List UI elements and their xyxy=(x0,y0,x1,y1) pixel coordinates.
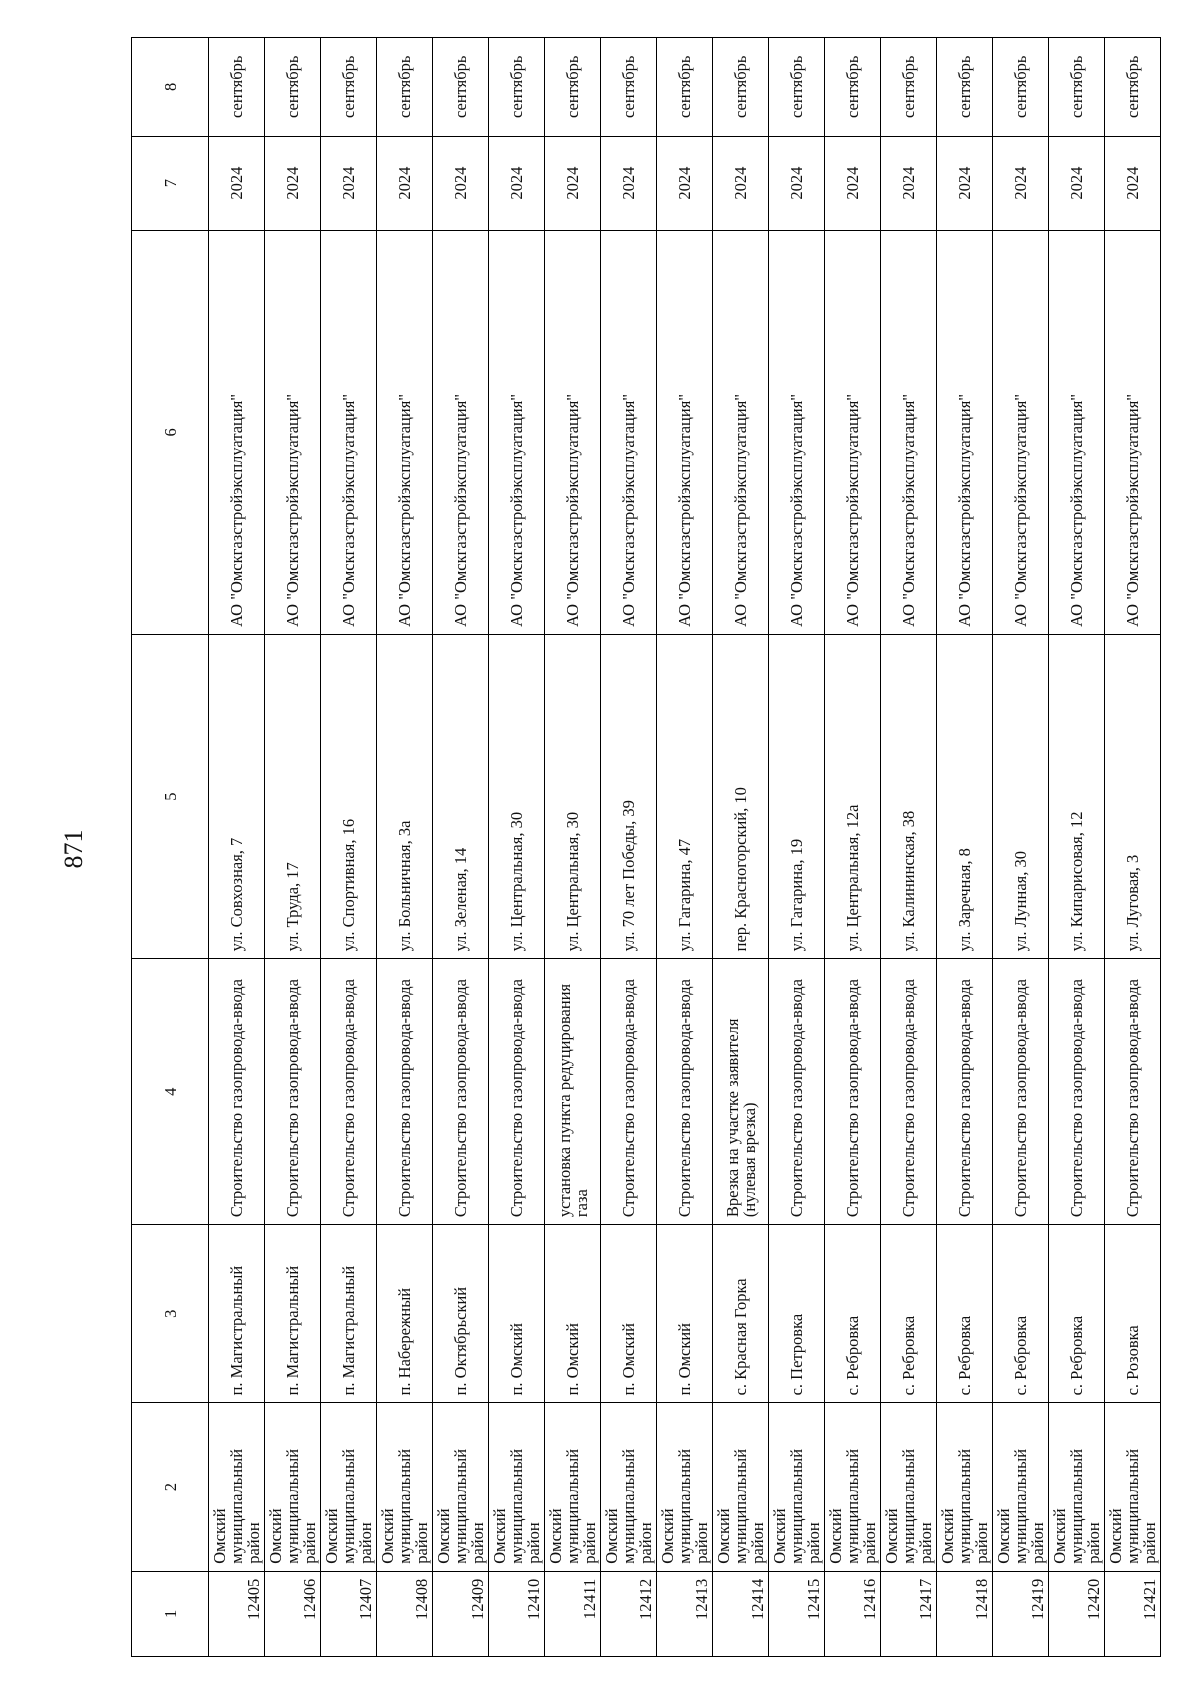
organization-cell: АО "Омскгазстройэксплуатация" xyxy=(1049,230,1105,634)
work-type-cell: Строительство газопровода-ввода xyxy=(433,959,489,1225)
table-row xyxy=(433,38,489,1657)
table-row xyxy=(377,38,433,1657)
address-cell: ул. Лунная, 30 xyxy=(993,634,1049,958)
work-type-cell: Строительство газопровода-ввода xyxy=(265,959,321,1225)
organization-cell: АО "Омскгазстройэксплуатация" xyxy=(881,230,937,634)
month-cell: сентябрь xyxy=(881,38,937,137)
settlement-cell: п. Магистральный xyxy=(265,1225,321,1403)
settlement-cell: с. Петровка xyxy=(769,1225,825,1403)
column-header-4: 4 xyxy=(132,959,209,1225)
column-header-5: 5 xyxy=(132,634,209,958)
district-cell: Омский муниципальный район xyxy=(881,1403,937,1571)
year-cell: 2024 xyxy=(1105,136,1161,230)
work-type-cell: Строительство газопровода-ввода xyxy=(1105,959,1161,1225)
row-number: 12405 xyxy=(209,1571,265,1656)
month-cell: сентябрь xyxy=(769,38,825,137)
address-cell: ул. Центральная, 30 xyxy=(545,634,601,958)
month-cell: сентябрь xyxy=(433,38,489,137)
table-row xyxy=(1105,38,1161,1657)
year-cell: 2024 xyxy=(881,136,937,230)
address-cell: ул. Гагарина, 19 xyxy=(769,634,825,958)
year-cell: 2024 xyxy=(377,136,433,230)
organization-cell: АО "Омскгазстройэксплуатация" xyxy=(657,230,713,634)
table-row xyxy=(1049,38,1105,1657)
year-cell: 2024 xyxy=(657,136,713,230)
table-row xyxy=(265,38,321,1657)
address-cell: ул. Совхозная, 7 xyxy=(209,634,265,958)
gas-connection-table xyxy=(131,37,1161,1657)
settlement-cell: п. Омский xyxy=(489,1225,545,1403)
column-header-8: 8 xyxy=(132,38,209,137)
row-number: 12420 xyxy=(1049,1571,1105,1656)
work-type-cell: Строительство газопровода-ввода xyxy=(937,959,993,1225)
month-cell: сентябрь xyxy=(1049,38,1105,137)
work-type-cell: Строительство газопровода-ввода xyxy=(825,959,881,1225)
organization-cell: АО "Омскгазстройэксплуатация" xyxy=(209,230,265,634)
address-cell: ул. Центральная, 12а xyxy=(825,634,881,958)
work-type-cell: Строительство газопровода-ввода xyxy=(601,959,657,1225)
address-cell: ул. 70 лет Победы, 39 xyxy=(601,634,657,958)
address-cell: ул. Гагарина, 47 xyxy=(657,634,713,958)
row-number: 12419 xyxy=(993,1571,1049,1656)
row-number: 12407 xyxy=(321,1571,377,1656)
district-cell: Омский муниципальный район xyxy=(321,1403,377,1571)
settlement-cell: п. Магистральный xyxy=(321,1225,377,1403)
settlement-cell: с. Ребровка xyxy=(993,1225,1049,1403)
address-cell: ул. Луговая, 3 xyxy=(1105,634,1161,958)
year-cell: 2024 xyxy=(545,136,601,230)
month-cell: сентябрь xyxy=(601,38,657,137)
row-number: 12414 xyxy=(713,1571,769,1656)
organization-cell: АО "Омскгазстройэксплуатация" xyxy=(993,230,1049,634)
row-number: 12408 xyxy=(377,1571,433,1656)
district-cell: Омский муниципальный район xyxy=(601,1403,657,1571)
table-row xyxy=(825,38,881,1657)
organization-cell: АО "Омскгазстройэксплуатация" xyxy=(321,230,377,634)
table-row xyxy=(769,38,825,1657)
month-cell: сентябрь xyxy=(489,38,545,137)
address-cell: ул. Центральная, 30 xyxy=(489,634,545,958)
settlement-cell: п. Омский xyxy=(657,1225,713,1403)
row-number: 12412 xyxy=(601,1571,657,1656)
row-number: 12418 xyxy=(937,1571,993,1656)
row-number: 12416 xyxy=(825,1571,881,1656)
settlement-cell: с. Ребровка xyxy=(937,1225,993,1403)
organization-cell: АО "Омскгазстройэксплуатация" xyxy=(1105,230,1161,634)
address-cell: ул. Кипарисовая, 12 xyxy=(1049,634,1105,958)
settlement-cell: п. Омский xyxy=(601,1225,657,1403)
table-body xyxy=(209,38,1161,1657)
address-cell: ул. Спортивная, 16 xyxy=(321,634,377,958)
row-number: 12421 xyxy=(1105,1571,1161,1656)
address-cell: ул. Заречная, 8 xyxy=(937,634,993,958)
table-row xyxy=(545,38,601,1657)
district-cell: Омский муниципальный район xyxy=(937,1403,993,1571)
column-header-3: 3 xyxy=(132,1225,209,1403)
month-cell: сентябрь xyxy=(713,38,769,137)
organization-cell: АО "Омскгазстройэксплуатация" xyxy=(601,230,657,634)
district-cell: Омский муниципальный район xyxy=(209,1403,265,1571)
settlement-cell: п. Набережный xyxy=(377,1225,433,1403)
district-cell: Омский муниципальный район xyxy=(713,1403,769,1571)
organization-cell: АО "Омскгазстройэксплуатация" xyxy=(265,230,321,634)
organization-cell: АО "Омскгазстройэксплуатация" xyxy=(377,230,433,634)
organization-cell: АО "Омскгазстройэксплуатация" xyxy=(489,230,545,634)
column-header-1: 1 xyxy=(132,1571,209,1656)
work-type-cell: Строительство газопровода-ввода xyxy=(489,959,545,1225)
work-type-cell: Строительство газопровода-ввода xyxy=(321,959,377,1225)
work-type-cell: установка пункта редуцирования газа xyxy=(545,959,601,1225)
work-type-cell: Строительство газопровода-ввода xyxy=(881,959,937,1225)
organization-cell: АО "Омскгазстройэксплуатация" xyxy=(433,230,489,634)
district-cell: Омский муниципальный район xyxy=(545,1403,601,1571)
settlement-cell: с. Ребровка xyxy=(881,1225,937,1403)
table-row xyxy=(209,38,265,1657)
month-cell: сентябрь xyxy=(1105,38,1161,137)
table-row xyxy=(657,38,713,1657)
district-cell: Омский муниципальный район xyxy=(993,1403,1049,1571)
year-cell: 2024 xyxy=(209,136,265,230)
district-cell: Омский муниципальный район xyxy=(657,1403,713,1571)
year-cell: 2024 xyxy=(601,136,657,230)
settlement-cell: с. Красная Горка xyxy=(713,1225,769,1403)
settlement-cell: с. Ребровка xyxy=(825,1225,881,1403)
organization-cell: АО "Омскгазстройэксплуатация" xyxy=(937,230,993,634)
month-cell: сентябрь xyxy=(209,38,265,137)
district-cell: Омский муниципальный район xyxy=(1049,1403,1105,1571)
row-number: 12410 xyxy=(489,1571,545,1656)
table-row xyxy=(601,38,657,1657)
year-cell: 2024 xyxy=(265,136,321,230)
rotated-table-container xyxy=(131,37,1159,1657)
district-cell: Омский муниципальный район xyxy=(769,1403,825,1571)
organization-cell: АО "Омскгазстройэксплуатация" xyxy=(825,230,881,634)
row-number: 12411 xyxy=(545,1571,601,1656)
work-type-cell: Строительство газопровода-ввода xyxy=(769,959,825,1225)
address-cell: ул. Зеленая, 14 xyxy=(433,634,489,958)
year-cell: 2024 xyxy=(489,136,545,230)
work-type-cell: Строительство газопровода-ввода xyxy=(657,959,713,1225)
work-type-cell: Строительство газопровода-ввода xyxy=(377,959,433,1225)
year-cell: 2024 xyxy=(937,136,993,230)
table-row xyxy=(993,38,1049,1657)
year-cell: 2024 xyxy=(713,136,769,230)
address-cell: ул. Больничная, 3а xyxy=(377,634,433,958)
year-cell: 2024 xyxy=(825,136,881,230)
month-cell: сентябрь xyxy=(377,38,433,137)
work-type-cell: Врезка на участке заявителя (нулевая врезка) xyxy=(713,959,769,1225)
column-number-header-row xyxy=(132,38,209,1657)
settlement-cell: с. Розовка xyxy=(1105,1225,1161,1403)
row-number: 12413 xyxy=(657,1571,713,1656)
district-cell: Омский муниципальный район xyxy=(377,1403,433,1571)
district-cell: Омский муниципальный район xyxy=(489,1403,545,1571)
row-number: 12415 xyxy=(769,1571,825,1656)
page-number: 871 xyxy=(59,829,88,869)
table-row xyxy=(713,38,769,1657)
district-cell: Омский муниципальный район xyxy=(265,1403,321,1571)
organization-cell: АО "Омскгазстройэксплуатация" xyxy=(545,230,601,634)
settlement-cell: п. Магистральный xyxy=(209,1225,265,1403)
address-cell: ул. Труда, 17 xyxy=(265,634,321,958)
settlement-cell: п. Октябрьский xyxy=(433,1225,489,1403)
year-cell: 2024 xyxy=(769,136,825,230)
work-type-cell: Строительство газопровода-ввода xyxy=(993,959,1049,1225)
organization-cell: АО "Омскгазстройэксплуатация" xyxy=(769,230,825,634)
year-cell: 2024 xyxy=(1049,136,1105,230)
work-type-cell: Строительство газопровода-ввода xyxy=(1049,959,1105,1225)
table-row xyxy=(321,38,377,1657)
table-row xyxy=(937,38,993,1657)
settlement-cell: п. Омский xyxy=(545,1225,601,1403)
month-cell: сентябрь xyxy=(265,38,321,137)
district-cell: Омский муниципальный район xyxy=(1105,1403,1161,1571)
row-number: 12417 xyxy=(881,1571,937,1656)
settlement-cell: с. Ребровка xyxy=(1049,1225,1105,1403)
month-cell: сентябрь xyxy=(993,38,1049,137)
organization-cell: АО "Омскгазстройэксплуатация" xyxy=(713,230,769,634)
district-cell: Омский муниципальный район xyxy=(433,1403,489,1571)
address-cell: пер. Красногорский, 10 xyxy=(713,634,769,958)
year-cell: 2024 xyxy=(321,136,377,230)
month-cell: сентябрь xyxy=(937,38,993,137)
row-number: 12409 xyxy=(433,1571,489,1656)
column-header-7: 7 xyxy=(132,136,209,230)
year-cell: 2024 xyxy=(433,136,489,230)
row-number: 12406 xyxy=(265,1571,321,1656)
month-cell: сентябрь xyxy=(545,38,601,137)
column-header-2: 2 xyxy=(132,1403,209,1571)
month-cell: сентябрь xyxy=(825,38,881,137)
month-cell: сентябрь xyxy=(321,38,377,137)
work-type-cell: Строительство газопровода-ввода xyxy=(209,959,265,1225)
month-cell: сентябрь xyxy=(657,38,713,137)
address-cell: ул. Калининская, 38 xyxy=(881,634,937,958)
district-cell: Омский муниципальный район xyxy=(825,1403,881,1571)
column-header-6: 6 xyxy=(132,230,209,634)
table-row xyxy=(881,38,937,1657)
table-row xyxy=(489,38,545,1657)
year-cell: 2024 xyxy=(993,136,1049,230)
